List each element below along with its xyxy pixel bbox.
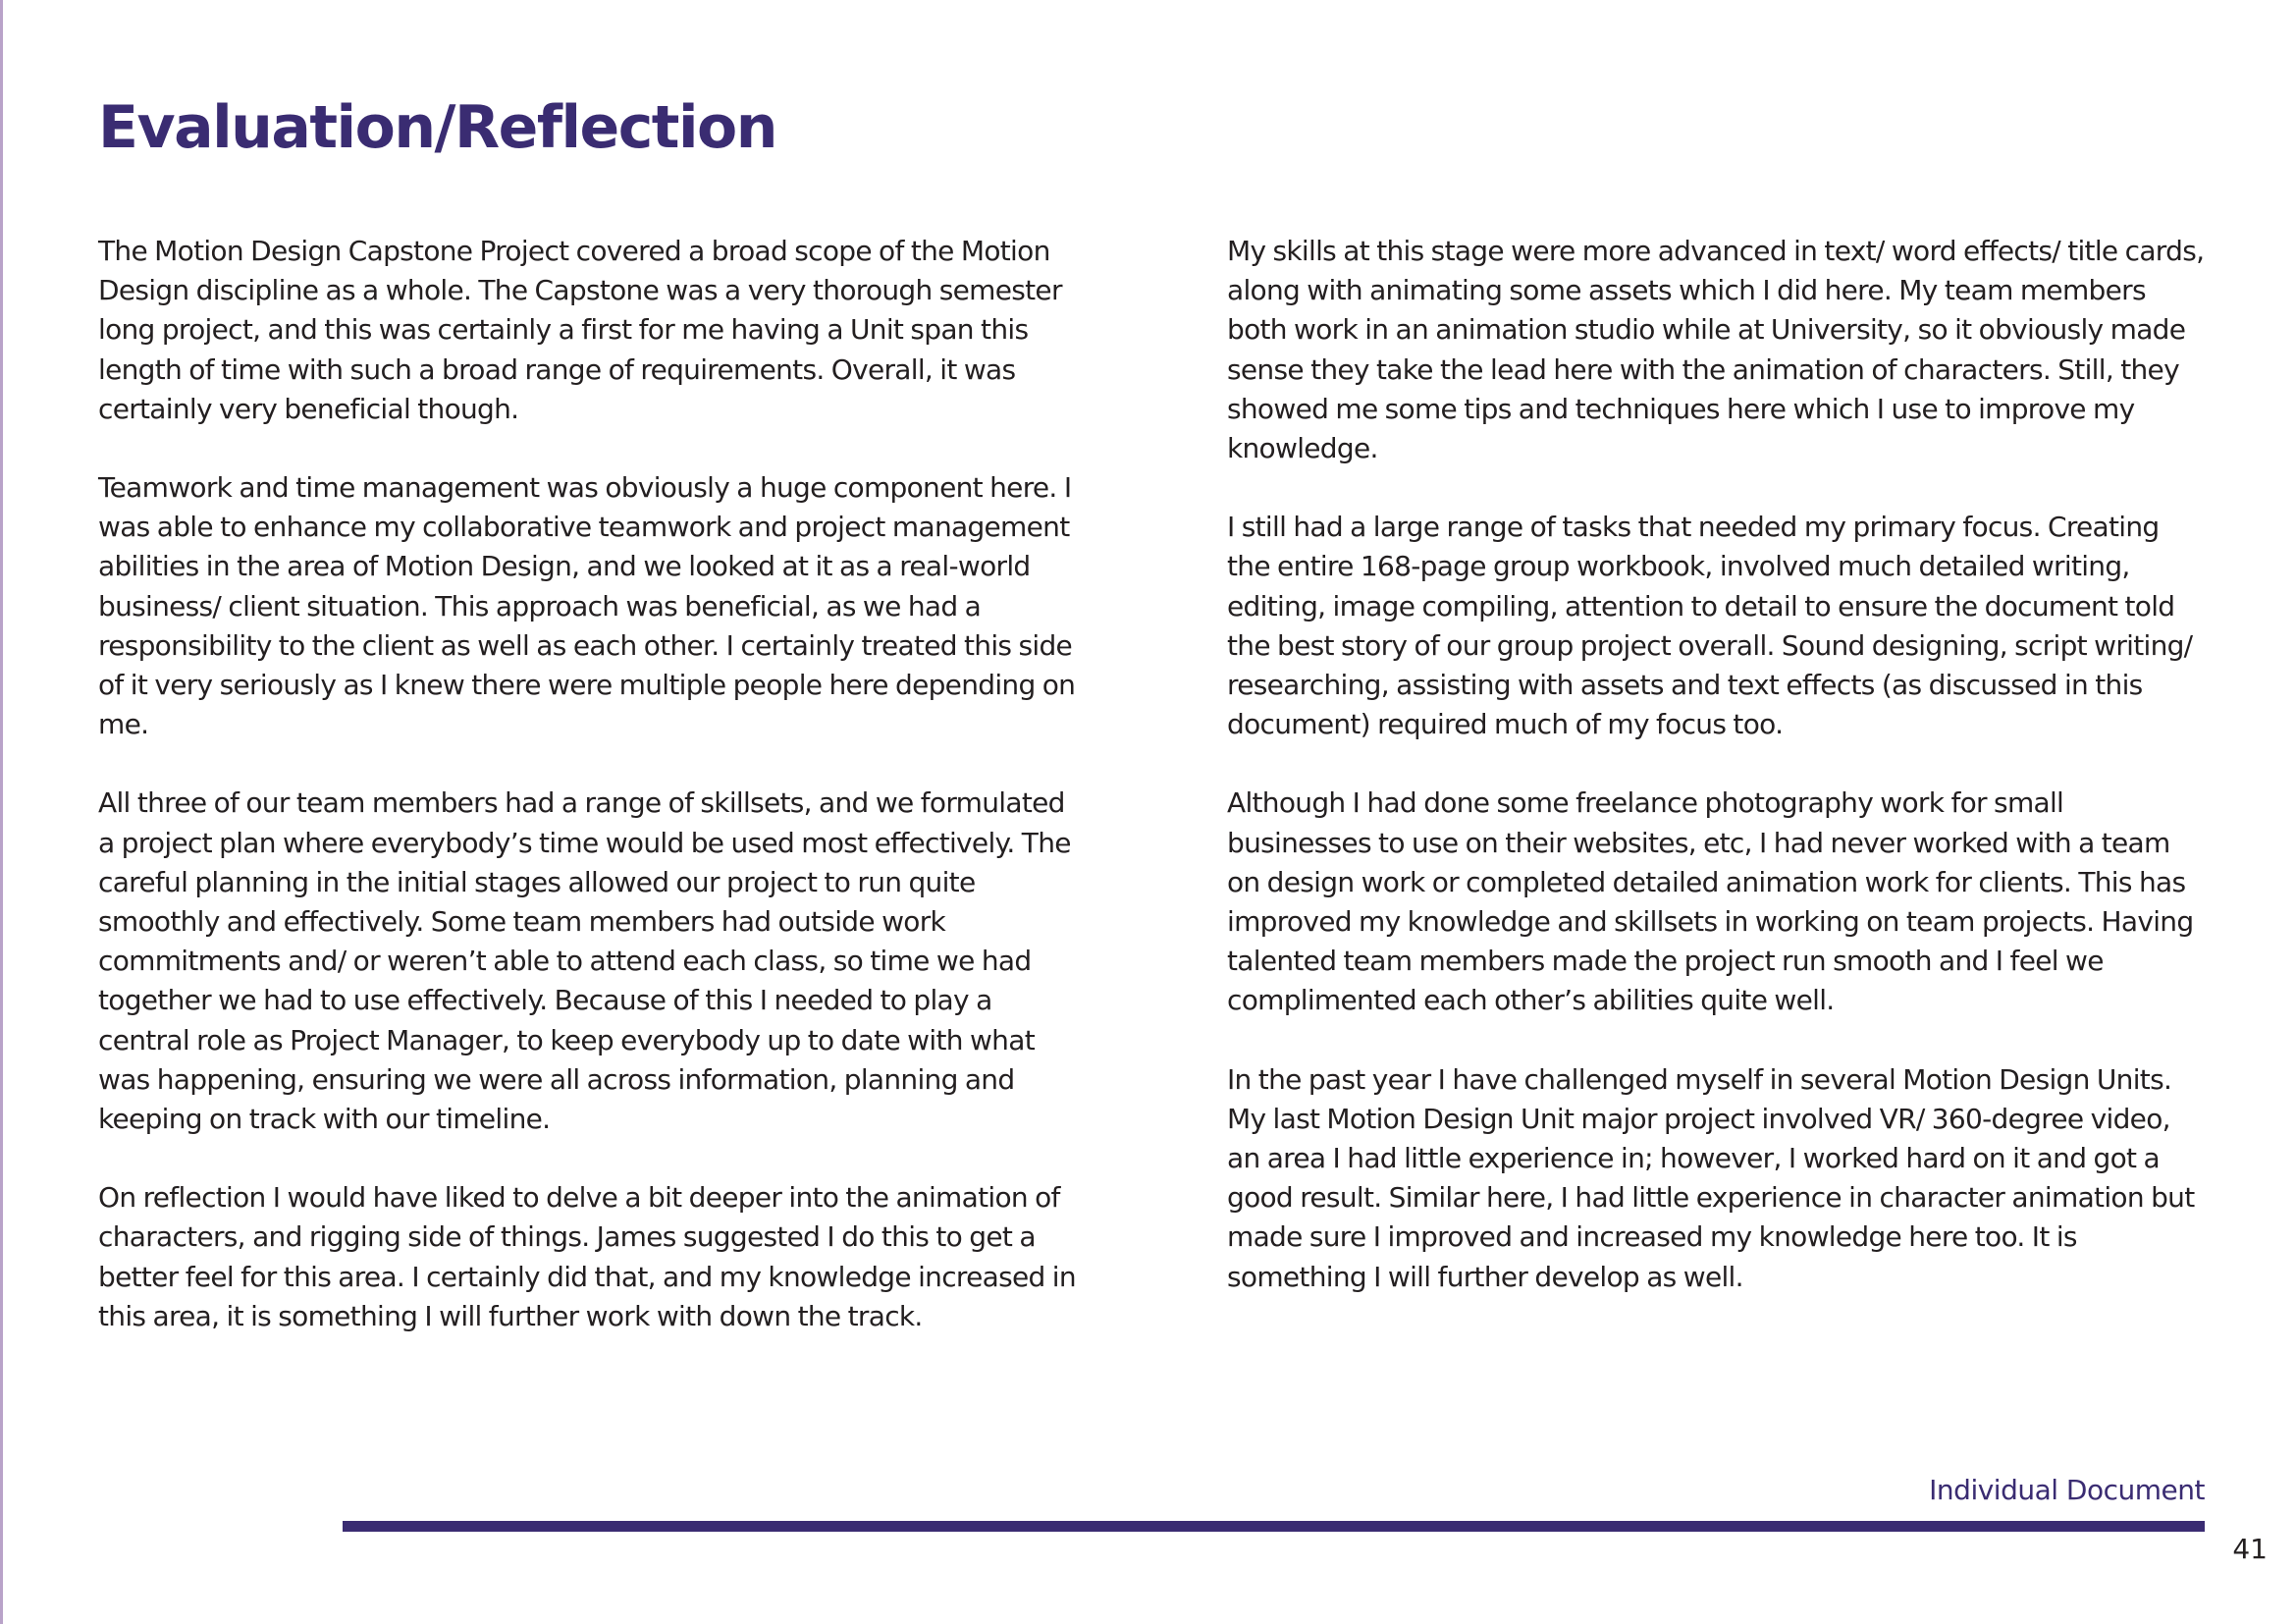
paragraph: I still had a large range of tasks that needed my primary focus. Creating the entire 168-page group workbook, involved much detailed writing, editing, image compiling, attention to detail to ensure the document told the best story of our group project overall. Sound designing, script writing/ researching, assisting with assets and text effects (as discussed in this document) required much of my focus too. [1227, 511, 2193, 741]
paragraph: Although I had done some freelance photography work for small businesses to use on their websites, etc, I had never worked with a team on design work or completed detailed animation work for clients. This has improved my knowledge and skillsets in working on team projects. Having talented team members made the project run smooth and I feel we complimented each other’s abilities quite well. [1227, 786, 2194, 1017]
footer-divider-bar [343, 1521, 2205, 1532]
page-edge-rule [0, 0, 3, 1624]
paragraph: My skills at this stage were more advanced in text/ word effects/ title cards, along with animating some assets which I did here. My team members both work in an animation studio while at University, so it obviously made sense they take the lead here with the animation of characters. Still, they showed me some tips and techniques here which I use to improve my knowledge. [1227, 235, 2205, 465]
page-title: Evaluation/Reflection [98, 93, 776, 162]
right-text-column [1227, 232, 2209, 1336]
paragraph: In the past year I have challenged myself in several Motion Design Units. My last Motion Design Unit major project involved VR/ 360-degree video, an area I had little experience in; however, I worked hard on it and got a good result. Similar here, I had little experience in character animation but made sure I improved and increased my knowledge here too. It is something I will further develop as well. [1227, 1062, 2195, 1293]
page-number: 41 [2232, 1533, 2268, 1565]
left-text-column [98, 232, 1080, 1376]
paragraph: All three of our team members had a range of skillsets, and we formulated a project plan where everybody’s time would be used most effectively. The careful planning in the initial stages allowed our project to run quite smoothly and effectively. Some team members had outside work commitments and/ or weren’t able to attend each class, so time we had together we had to use effectively. Because of this I needed to play a central role as Project Manager, to keep everybody up to date with what was happening, ensuring we were all across information, planning and keeping on track with our timeline. [98, 786, 1071, 1136]
paragraph: On reflection I would have liked to delve a bit deeper into the animation of characters, and rigging side of things. James suggested I do this to get a better feel for this area. I certainly did that, and my knowledge increased in this area, it is something I will further work with down the track. [98, 1181, 1076, 1332]
paragraph: Teamwork and time management was obviously a huge component here. I was able to enhance my collaborative teamwork and project management abilities in the area of Motion Design, and we looked at it as a real-world business/ client situation. This approach was beneficial, as we had a responsibility to the client as well as each other. I certainly treated this side of it very seriously as I knew there were multiple people here depending on me. [98, 471, 1076, 741]
footer-section-label: Individual Document [1929, 1474, 2205, 1506]
paragraph: The Motion Design Capstone Project covered a broad scope of the Motion Design discipline as a whole. The Capstone was a very thorough semester long project, and this was certainly a first for me having a Unit span this length of time with such a broad range of requirements. Overall, it was certainly very beneficial though. [98, 235, 1062, 425]
